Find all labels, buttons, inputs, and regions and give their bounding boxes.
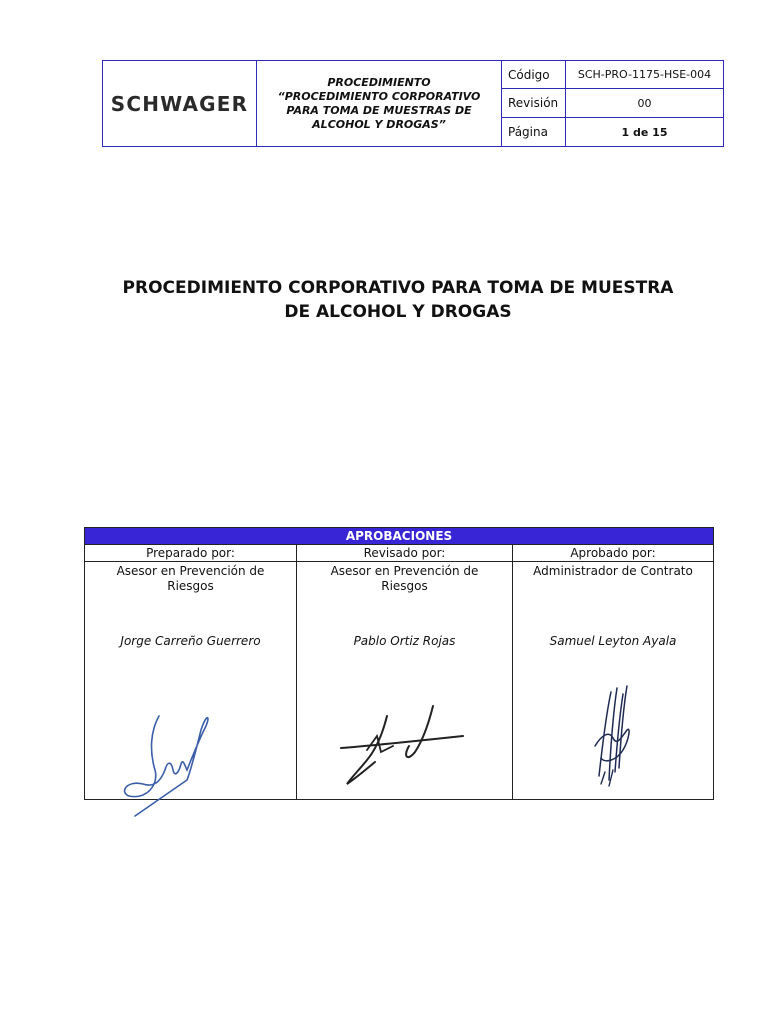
meta-row-revision [502, 89, 723, 118]
approvals-table [84, 527, 714, 800]
approver-role-line: Riesgos [167, 579, 214, 593]
column-reviewed-by: Revisado por: [297, 545, 513, 561]
company-logo [103, 61, 257, 146]
document-title-line: PROCEDIMIENTO CORPORATIVO PARA TOMA DE MUESTRA [122, 278, 674, 298]
meta-value: 00 [637, 96, 652, 110]
approver-role-line: Asesor en Prevención de [330, 564, 479, 578]
meta-row-page [502, 118, 723, 146]
document-header-table [102, 60, 724, 147]
column-prepared-by: Preparado por: [85, 545, 297, 561]
approver-name: Pablo Ortiz Rojas [353, 634, 456, 648]
document-title-line: DE ALCOHOL Y DROGAS [284, 302, 512, 322]
column-approved-by: Aprobado por: [570, 546, 656, 560]
approver-name: Samuel Leyton Ayala [549, 634, 677, 648]
approval-cell-approved [513, 562, 713, 799]
handwritten-signature-icon [583, 680, 643, 790]
handwritten-signature-icon [121, 700, 221, 820]
approver-name: Jorge Carreño Guerrero [120, 634, 261, 648]
approver-role [85, 562, 296, 594]
header-title [257, 61, 502, 146]
header-title-line: ALCOHOL Y DROGAS” [312, 117, 446, 131]
header-title-line: PARA TOMA DE MUESTRAS DE [286, 103, 472, 117]
header-title-line: PROCEDIMIENTO [327, 75, 431, 89]
meta-row-code [502, 61, 723, 89]
meta-label: Revisión [502, 89, 566, 117]
approvals-body [85, 562, 713, 799]
handwritten-signature-icon [337, 696, 467, 792]
approver-role-line: Asesor en Prevención de [116, 564, 265, 578]
header-title-line: “PROCEDIMIENTO CORPORATIVO [277, 89, 481, 103]
approvals-heading: APROBACIONES [85, 528, 713, 545]
logo-text: SCHWAGER [110, 91, 249, 116]
approver-role-line: Administrador de Contrato [533, 564, 693, 578]
meta-label: Página [502, 118, 566, 146]
approval-cell-reviewed [297, 562, 513, 799]
meta-value: 1 de 15 [621, 125, 668, 139]
header-meta [502, 61, 723, 146]
approver-role [513, 562, 713, 579]
approval-cell-prepared [85, 562, 297, 799]
approver-role [297, 562, 512, 594]
meta-value: SCH-PRO-1175-HSE-004 [577, 68, 712, 81]
document-title [60, 276, 736, 324]
approvals-column-headers [85, 545, 713, 562]
approver-role-line: Riesgos [381, 579, 428, 593]
meta-label: Código [502, 61, 566, 88]
